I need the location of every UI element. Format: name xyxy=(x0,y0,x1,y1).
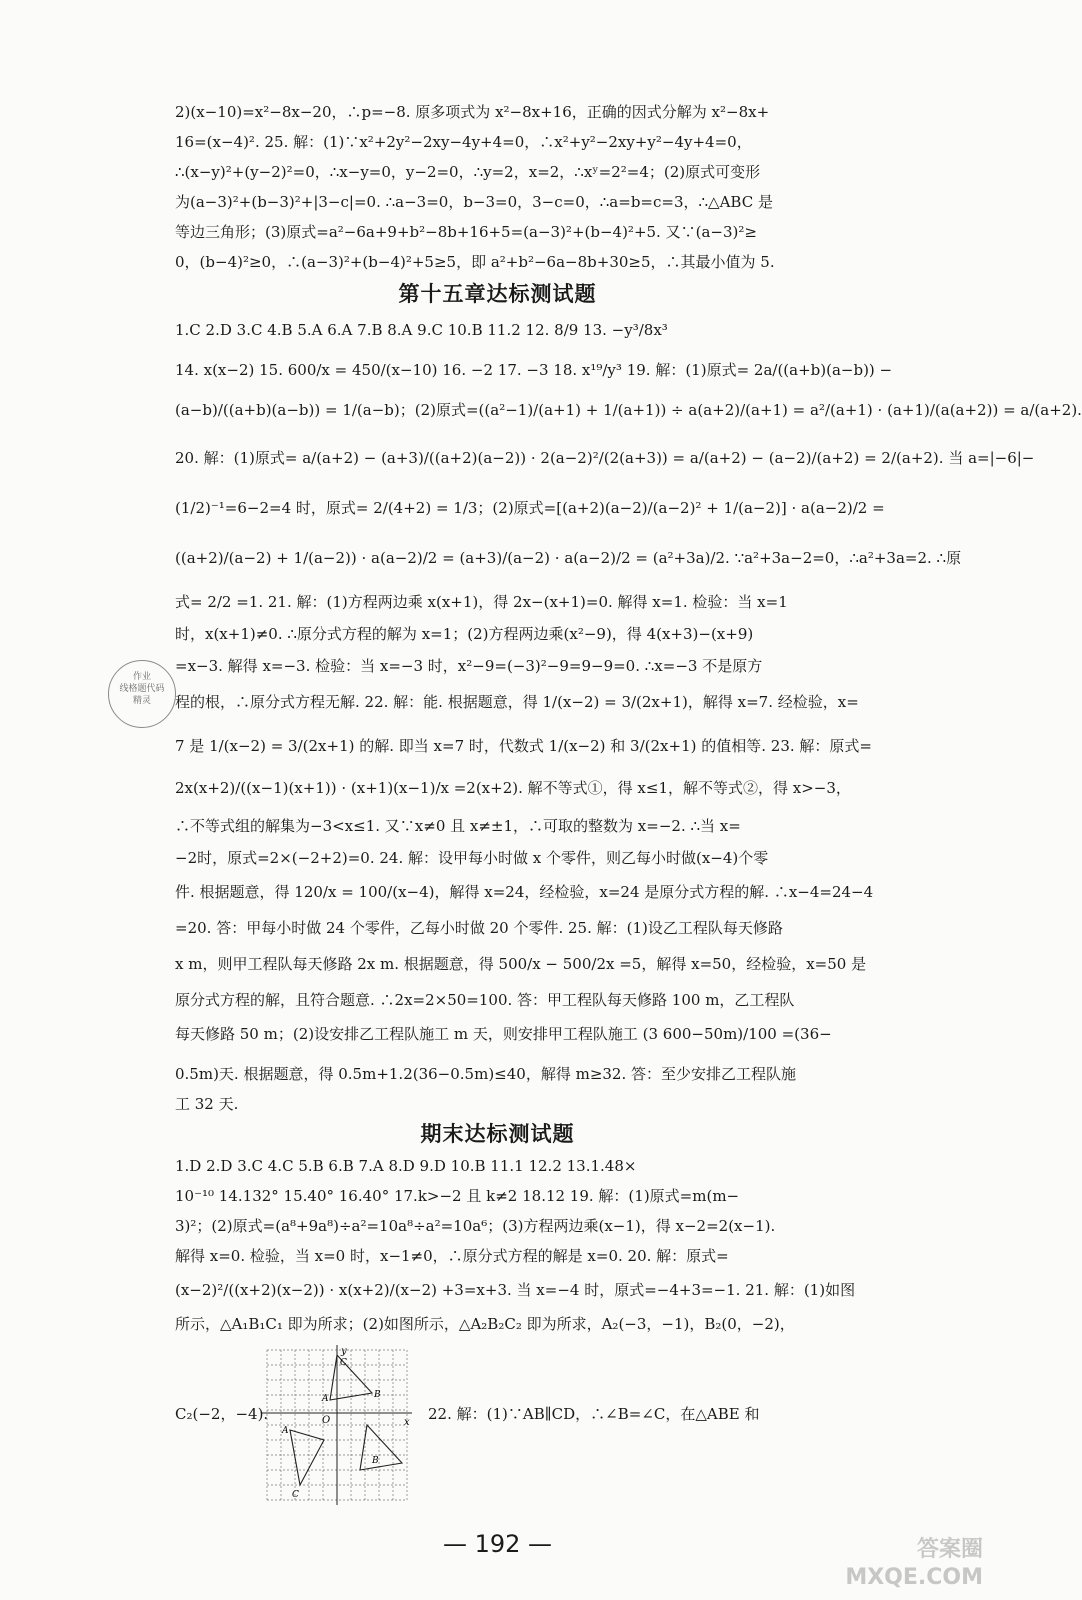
text-line: 14. x(x−2) 15. 600/x = 450/(x−10) 16. −2 17. −3 18. x¹⁹/y³ 19. 解：(1)原式= 2a/((a+b)(a−b)) − xyxy=(175,361,893,379)
text-line: 工 32 天. xyxy=(175,1095,239,1113)
text-line: ((a+2)/(a−2) + 1/(a−2)) · a(a−2)/2 = (a+3)/(a−2) · a(a−2)/2 = (a²+3a)/2. ∵a²+3a−2=0，∴a²+3a=2. ∴原 xyxy=(175,549,962,567)
text-line: 2x(x+2)/((x−1)(x+1)) · (x+1)(x−1)/x =2(x+2). 解不等式①，得 x≤1，解不等式②，得 x>−3， xyxy=(175,779,851,797)
text-line: (x−2)²/((x+2)(x−2)) · x(x+2)/(x−2) +3=x+3. 当 x=−4 时，原式=−4+3=−1. 21. 解：(1)如图 xyxy=(175,1281,856,1299)
watermark xyxy=(845,1536,983,1592)
text-line: 为(a−3)²+(b−3)²+|3−c|=0. ∴a−3=0，b−3=0，3−c=0，∴a=b=c=3，∴△ABC 是 xyxy=(175,193,773,211)
origin-label: O xyxy=(322,1415,331,1426)
text-line: 20. 解：(1)原式= a/(a+2) − (a+3)/((a+2)(a−2)) · 2(a−2)²/(2(a+3)) = a/(a+2) − (a−2)/(a+2) = 2/(a+2). 当 a=|−6|− xyxy=(175,449,1035,467)
vertex-label: A xyxy=(282,1426,289,1436)
text-line: 程的根，∴原分式方程无解. 22. 解：能. 根据题意，得 1/(x−2) = 3/(2x+1)，解得 x=7. 经检验，x= xyxy=(175,693,859,711)
x-axis-label: x xyxy=(404,1417,410,1428)
watermark-line: 答案圈 xyxy=(916,1537,983,1562)
text-line: 0.5m)天. 根据题意，得 0.5m+1.2(36−0.5m)≤40，解得 m≥32. 答：至少安排乙工程队施 xyxy=(175,1065,797,1083)
section-heading: 期末达标测试题 xyxy=(420,1122,575,1146)
text-line: (1/2)⁻¹=6−2=4 时，原式= 2/(4+2) = 1/3；(2)原式=[(a+2)(a−2)/(a−2)² + 1/(a−2)] · a(a−2)/2 = xyxy=(175,499,885,517)
text-line: 时，x(x+1)≠0. ∴原分式方程的解为 x=1；(2)方程两边乘(x²−9)，得 4(x+3)−(x+9) xyxy=(175,625,754,643)
text-line: C₂(−2，−4). xyxy=(175,1405,269,1423)
vertex-label: A xyxy=(322,1394,329,1404)
text-line: 3)²；(2)原式=(a⁸+9a⁸)÷a²=10a⁸÷a²=10a⁶；(3)方程两边乘(x−1)，得 x−2=2(x−1). xyxy=(175,1217,776,1235)
text-line: 1.D 2.D 3.C 4.C 5.B 6.B 7.A 8.D 9.D 10.B 11.1 12.2 13.1.48× xyxy=(175,1157,637,1175)
text-line: 1.C 2.D 3.C 4.B 5.A 6.A 7.B 8.A 9.C 10.B 11.2 12. 8/9 13. −y³/8x³ xyxy=(175,321,668,339)
text-line: 等边三角形；(3)原式=a²−6a+9+b²−8b+16+5=(a−3)²+(b−4)²+5. 又∵(a−3)²≥ xyxy=(175,223,757,241)
text-line: ∴(x−y)²+(y−2)²=0，∴x−y=0，y−2=0，∴y=2，x=2，∴xʸ=2²=4；(2)原式可变形 xyxy=(175,163,761,181)
triangle-abc xyxy=(330,1355,372,1400)
text-line: 解得 x=0. 检验，当 x=0 时，x−1≠0，∴原分式方程的解是 x=0. 20. 解：原式= xyxy=(175,1247,729,1265)
text-line: x m，则甲工程队每天修路 2x m. 根据题意，得 500/x − 500/2x =5，解得 x=50，经检验，x=50 是 xyxy=(175,955,867,973)
text-line: 10⁻¹⁰ 14.132° 15.40° 16.40° 17.k>−2 且 k≠2 18.12 19. 解：(1)原式=m(m− xyxy=(175,1187,740,1205)
text-line: ∴不等式组的解集为−3<x≤1. 又∵x≠0 且 x≠±1，∴可取的整数为 x=−2. ∴当 x= xyxy=(175,817,741,835)
text-line: 7 是 1/(x−2) = 3/(2x+1) 的解. 即当 x=7 时，代数式 1/(x−2) 和 3/(2x+1) 的值相等. 23. 解：原式= xyxy=(175,737,872,755)
text-line: 2)(x−10)=x²−8x−20，∴p=−8. 原多项式为 x²−8x+16，正确的因式分解为 x²−8x+ xyxy=(175,103,770,121)
margin-stamp xyxy=(108,660,176,728)
text-line: 22. 解：(1)∵AB∥CD，∴∠B=∠C，在△ABE 和 xyxy=(428,1405,760,1423)
vertex-label: C xyxy=(340,1358,347,1368)
text-line: 所示，△A₁B₁C₁ 即为所求；(2)如图所示，△A₂B₂C₂ 即为所求，A₂(−3，−1)，B₂(0，−2)， xyxy=(175,1315,795,1333)
text-line: 件. 根据题意，得 120/x = 100/(x−4)，解得 x=24，经检验，x=24 是原分式方程的解. ∴x−4=24−4 xyxy=(175,883,874,901)
text-line: =x−3. 解得 x=−3. 检验：当 x=−3 时，x²−9=(−3)²−9=9−9=0. ∴x=−3 不是原方 xyxy=(175,657,763,675)
triangle-a1b1c1 xyxy=(360,1425,402,1470)
text-line: 16=(x−4)². 25. 解：(1)∵x²+2y²−2xy−4y+4=0，∴x²+y²−2xy+y²−4y+4=0， xyxy=(175,133,752,151)
text-line: 每天修路 50 m；(2)设安排乙工程队施工 m 天，则安排甲工程队施工 (3 600−50m)/100 =(36− xyxy=(175,1025,832,1043)
text-line: −2时，原式=2×(−2+2)=0. 24. 解：设甲每小时做 x 个零件，则乙每小时做(x−4)个零 xyxy=(175,849,769,867)
watermark-line: MXQE.COM xyxy=(845,1565,983,1590)
text-line: 0，(b−4)²≥0，∴(a−3)²+(b−4)²+5≥5，即 a²+b²−6a−8b+30≥5，∴其最小值为 5. xyxy=(175,253,775,271)
vertex-label: C xyxy=(292,1490,299,1500)
stamp-line: 精灵 xyxy=(132,696,151,706)
section-heading: 第十五章达标测试题 xyxy=(398,282,597,306)
stamp-line: 作业 xyxy=(132,672,151,682)
text-line: (a−b)/((a+b)(a−b)) = 1/(a−b)；(2)原式=((a²−1)/(a+1) + 1/(a+1)) ÷ a(a+2)/(a+1) = a²/(a+1) · (a+1)/(a(a+2)) = a/(a+2). xyxy=(175,401,1082,419)
page-number: — 192 — xyxy=(442,1530,553,1558)
vertex-label: B xyxy=(374,1390,381,1400)
coordinate-grid-figure xyxy=(262,1345,412,1505)
text-line: =20. 答：甲每小时做 24 个零件，乙每小时做 20 个零件. 25. 解：(1)设乙工程队每天修路 xyxy=(175,919,783,937)
text-line: 式= 2/2 =1. 21. 解：(1)方程两边乘 x(x+1)，得 2x−(x+1)=0. 解得 x=1. 检验：当 x=1 xyxy=(175,593,788,611)
stamp-line: 线格题代码 xyxy=(119,684,165,694)
text-line: 原分式方程的解，且符合题意. ∴2x=2×50=100. 答：甲工程队每天修路 100 m，乙工程队 xyxy=(175,991,795,1009)
vertex-label: B xyxy=(372,1456,379,1466)
y-axis-label: y xyxy=(341,1346,347,1357)
